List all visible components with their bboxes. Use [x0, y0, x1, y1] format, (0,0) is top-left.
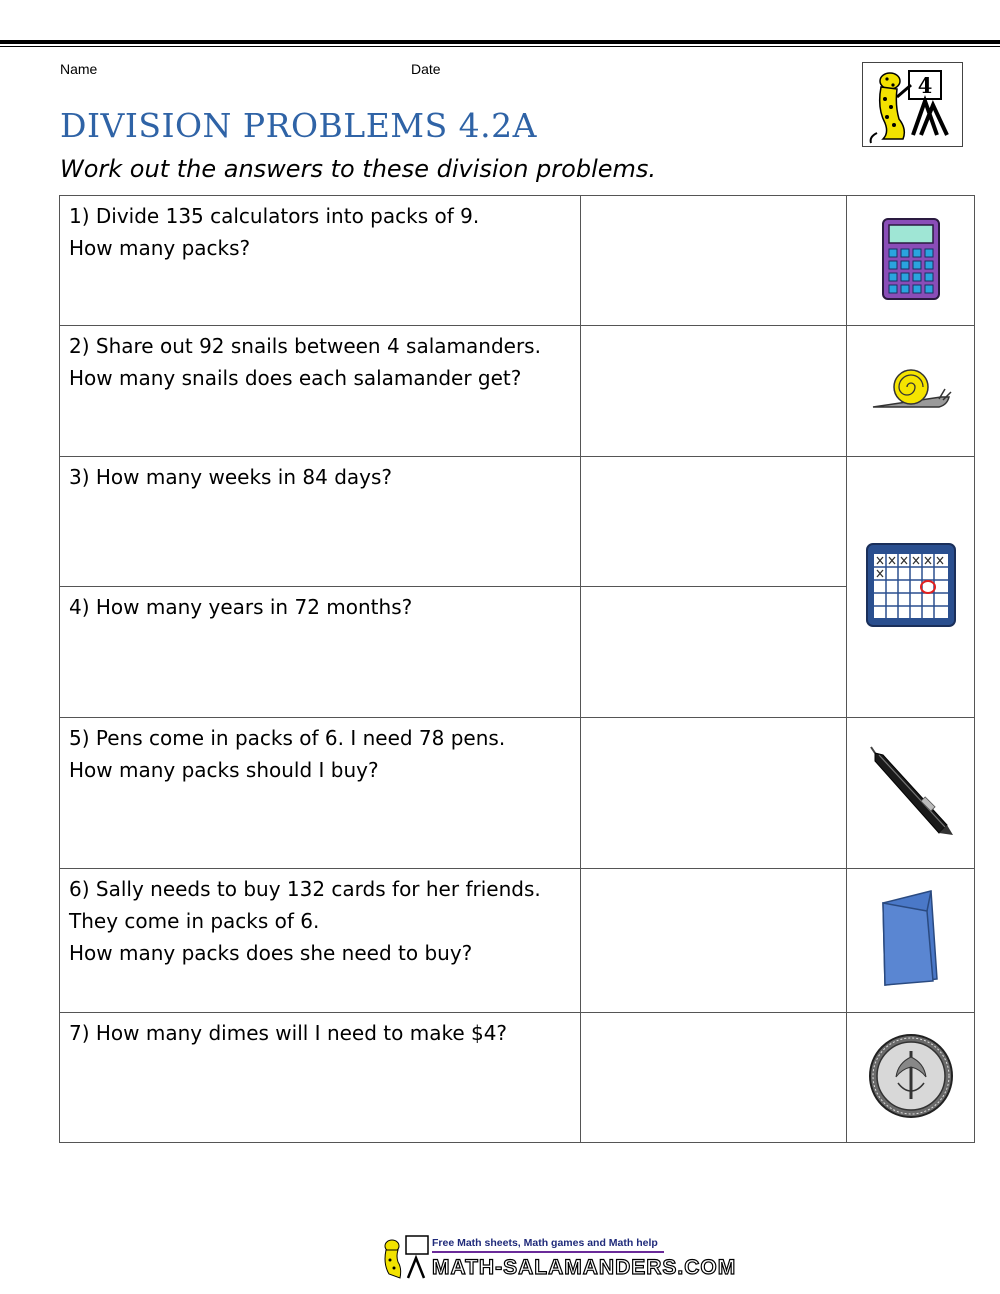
table-row: [60, 1013, 975, 1143]
table-row: [60, 196, 975, 326]
question-cell-5: 5) Pens come in packs of 6. I need 78 pens. How many packs should I buy?: [60, 718, 581, 869]
answer-cell-4[interactable]: [581, 587, 847, 718]
dime-icon: [868, 1033, 954, 1119]
question-cell-1: 1) Divide 135 calculators into packs of 9. How many packs?: [60, 196, 581, 326]
question-cell-2: 2) Share out 92 snails between 4 salamanders. How many snails does each salamander get?: [60, 326, 581, 457]
top-rule-thick: [0, 40, 1000, 44]
date-label: Date: [411, 61, 441, 77]
footer-underline: [432, 1251, 664, 1253]
answer-cell-5[interactable]: [581, 718, 847, 869]
table-row: [60, 587, 975, 718]
answer-cell-3[interactable]: [581, 457, 847, 587]
image-cell-1: [847, 196, 975, 326]
image-cell-2: [847, 326, 975, 457]
question-cell-7: 7) How many dimes will I need to make $4?: [60, 1013, 581, 1143]
footer-salamander-icon: [378, 1234, 432, 1282]
salamander-logo-icon: [863, 63, 962, 146]
image-cell-6: [847, 869, 975, 1013]
answer-cell-1[interactable]: [581, 196, 847, 326]
image-cell-7: [847, 1013, 975, 1143]
problems-table: [59, 195, 975, 1143]
name-label: Name: [60, 61, 98, 77]
snail-icon: [869, 367, 953, 411]
table-row: [60, 869, 975, 1013]
pen-icon: [865, 743, 957, 839]
footer-brand[interactable]: MATH-SALAMANDERS.COM: [432, 1256, 737, 1279]
answer-cell-7[interactable]: [581, 1013, 847, 1143]
grade-badge: 4: [917, 73, 933, 98]
image-cell-3: [847, 457, 975, 718]
answer-cell-6[interactable]: [581, 869, 847, 1013]
instructions: Work out the answers to these division problems.: [60, 155, 657, 183]
question-cell-6: 6) Sally needs to buy 132 cards for her friends. They come in packs of 6. How many packs does she need to buy?: [60, 869, 581, 1013]
answer-cell-2[interactable]: [581, 326, 847, 457]
footer-tagline: Free Math sheets, Math games and Math help: [432, 1237, 658, 1249]
table-row: [60, 326, 975, 457]
image-cell-5: [847, 718, 975, 869]
table-row: [60, 718, 975, 869]
calculator-icon: [881, 217, 941, 301]
top-rule-thin: [0, 46, 1000, 47]
card-icon: [881, 889, 941, 989]
grade-logo: [862, 62, 963, 147]
calendar-icon: [865, 542, 957, 628]
page-title: DIVISION PROBLEMS 4.2A: [60, 106, 537, 145]
question-cell-4: 4) How many years in 72 months?: [60, 587, 581, 718]
table-row: [60, 457, 975, 587]
question-cell-3: 3) How many weeks in 84 days?: [60, 457, 581, 587]
